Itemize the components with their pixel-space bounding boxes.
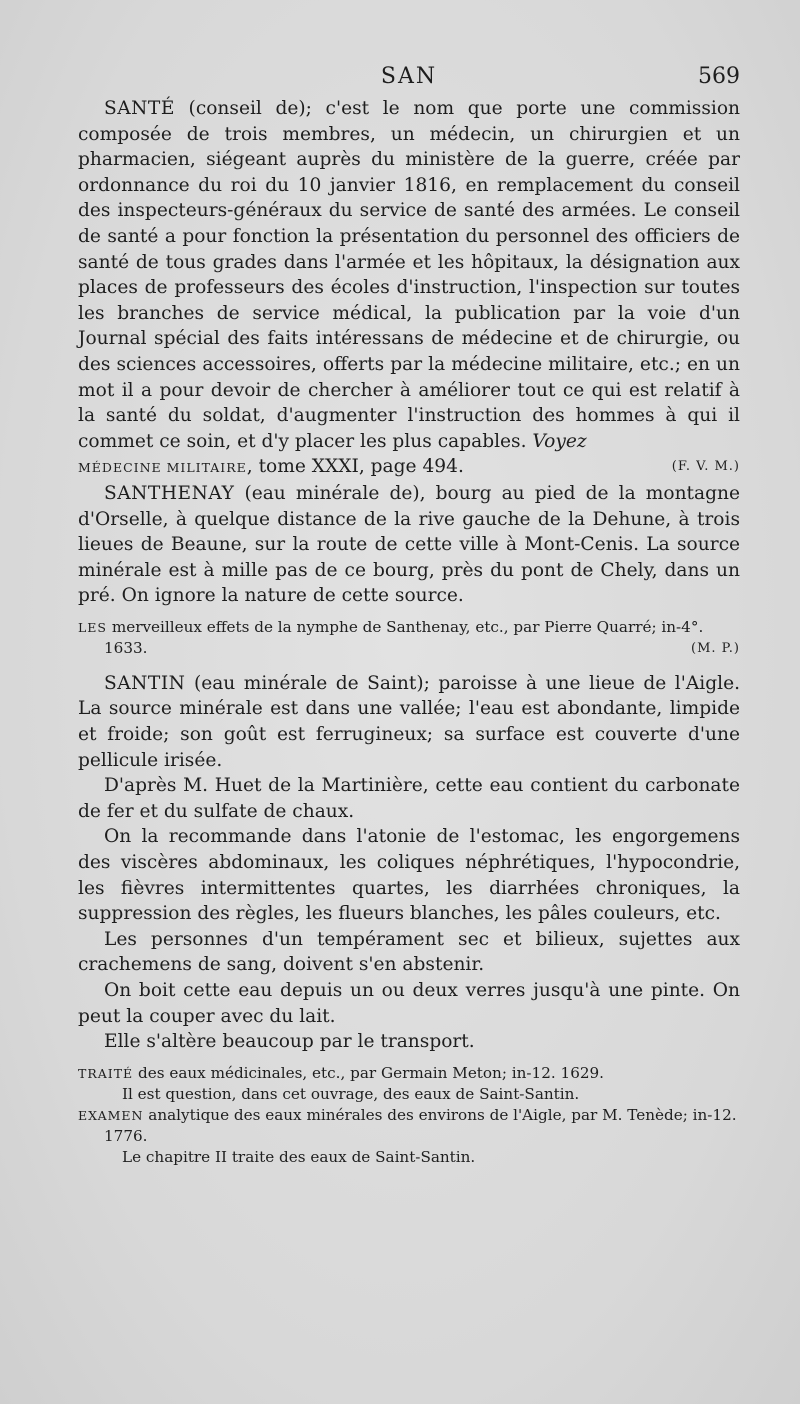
page-number: 569 bbox=[698, 64, 740, 89]
page-body bbox=[78, 96, 740, 1168]
bibliography-entry bbox=[78, 617, 740, 659]
entry-santin bbox=[78, 671, 740, 773]
bibliography-lead: EXAMEN bbox=[78, 1107, 144, 1123]
bibliography-text: analytique des eaux minérales des environs de l'Aigle, par M. Tenède; in-12. 1776. bbox=[104, 1105, 737, 1145]
entry-paragraph: On la recommande dans l'atonie de l'estomac, les engorgemens des viscères abdominaux, les coliques néphrétiques, l'hypocondrie, les fièvres intermittentes quartes, les diarrhées chroniques, la suppression des règles, les flueurs blanches, les pâles couleurs, etc. bbox=[78, 826, 740, 925]
cross-reference-voyez: Voyez bbox=[532, 430, 587, 452]
entry-text: (eau minérale de Saint); paroisse à une lieue de l'Aigle. La source minérale est dans une vallée; l'eau est abondante, limpide et froide; son goût est ferrugineux; sa surface est couverte d'une pellicule irisée. bbox=[78, 672, 740, 771]
entry-headword: SANTHENAY bbox=[104, 482, 235, 504]
bibliography-note: Il est question, dans cet ouvrage, des eaux de Saint-Santin. bbox=[122, 1084, 580, 1103]
bibliography-entry bbox=[78, 1063, 740, 1084]
bibliography-entry bbox=[78, 1105, 740, 1147]
bibliography-text: des eaux médicinales, etc., par Germain Meton; in-12. 1629. bbox=[133, 1063, 605, 1082]
entry-sante-reference bbox=[78, 454, 740, 481]
entry-headword: SANTIN bbox=[104, 672, 186, 694]
entry-paragraph: On boit cette eau depuis un ou deux verres jusqu'à une pinte. On peut la couper avec du lait. bbox=[78, 980, 740, 1027]
entry-text: (eau minérale de), bourg au pied de la montagne d'Orselle, à quelque distance de la rive gauche de la Dehune, à trois lieues de Beaune, sur la route de cette ville à Mont-Cenis. La source minérale est à mille pas de ce bourg, près du pont de Chely, dans un pré. On ignore la nature de cette source. bbox=[78, 482, 740, 607]
entry-paragraph: D'après M. Huet de la Martinière, cette eau contient du carbonate de fer et du sulfate de chaux. bbox=[78, 775, 740, 822]
entry-santhenay bbox=[78, 481, 740, 609]
page-header bbox=[78, 62, 740, 96]
entry-paragraph: Elle s'altère beaucoup par le transport. bbox=[104, 1031, 475, 1053]
author-initials: (M. P.) bbox=[691, 640, 740, 656]
bibliography-lead: TRAITÉ bbox=[78, 1065, 134, 1081]
entry-sante bbox=[78, 96, 740, 454]
entry-headword: SANTÉ bbox=[104, 98, 175, 119]
author-initials: (F. V. M.) bbox=[671, 459, 740, 475]
entry-paragraph: Les personnes d'un tempérament sec et bilieux, sujettes aux crachemens de sang, doivent s'en abstenir. bbox=[78, 928, 740, 976]
reference-volume: , tome XXXI, page 494. bbox=[246, 456, 464, 478]
running-head: SAN bbox=[380, 64, 438, 89]
entry-text: (conseil de); c'est le nom que porte une commission composée de trois membres, un médecin, un chirurgien et un pharmacien, siégeant auprès du ministère de la guerre, créée par ordonnance du roi du 10 janvier 1816, en remplacement du conseil des inspecteurs-généraux du service de santé des armées. Le conseil de santé a pour fonction la présentation du personnel des officiers de santé de tous grades dans l'armée et les hôpitaux, la désignation aux places de professeurs des écoles d'instruction, l'inspection sur toutes les branches de service médical, la publication par la voie d'un Journal spécial des faits intéressans de médecine et de chirurgie, ou des sciences accessoires, offerts par la médecine militaire, etc.; en un mot il a pour devoir de chercher à améliorer tout ce qui est relatif à la santé du soldat, d'augmenter l'instruction des hommes à qui il commet ce soin, et d'y placer les plus capables. bbox=[78, 98, 740, 452]
bibliography-text: merveilleux effets de la nymphe de Santhenay, etc., par Pierre Quarré; in-4°. 1633. bbox=[104, 617, 704, 657]
bibliography-note: Le chapitre II traite des eaux de Saint-Santin. bbox=[122, 1147, 476, 1166]
reference-title: MÉDECINE MILITAIRE bbox=[78, 460, 247, 476]
bibliography-lead: LES bbox=[78, 619, 107, 635]
